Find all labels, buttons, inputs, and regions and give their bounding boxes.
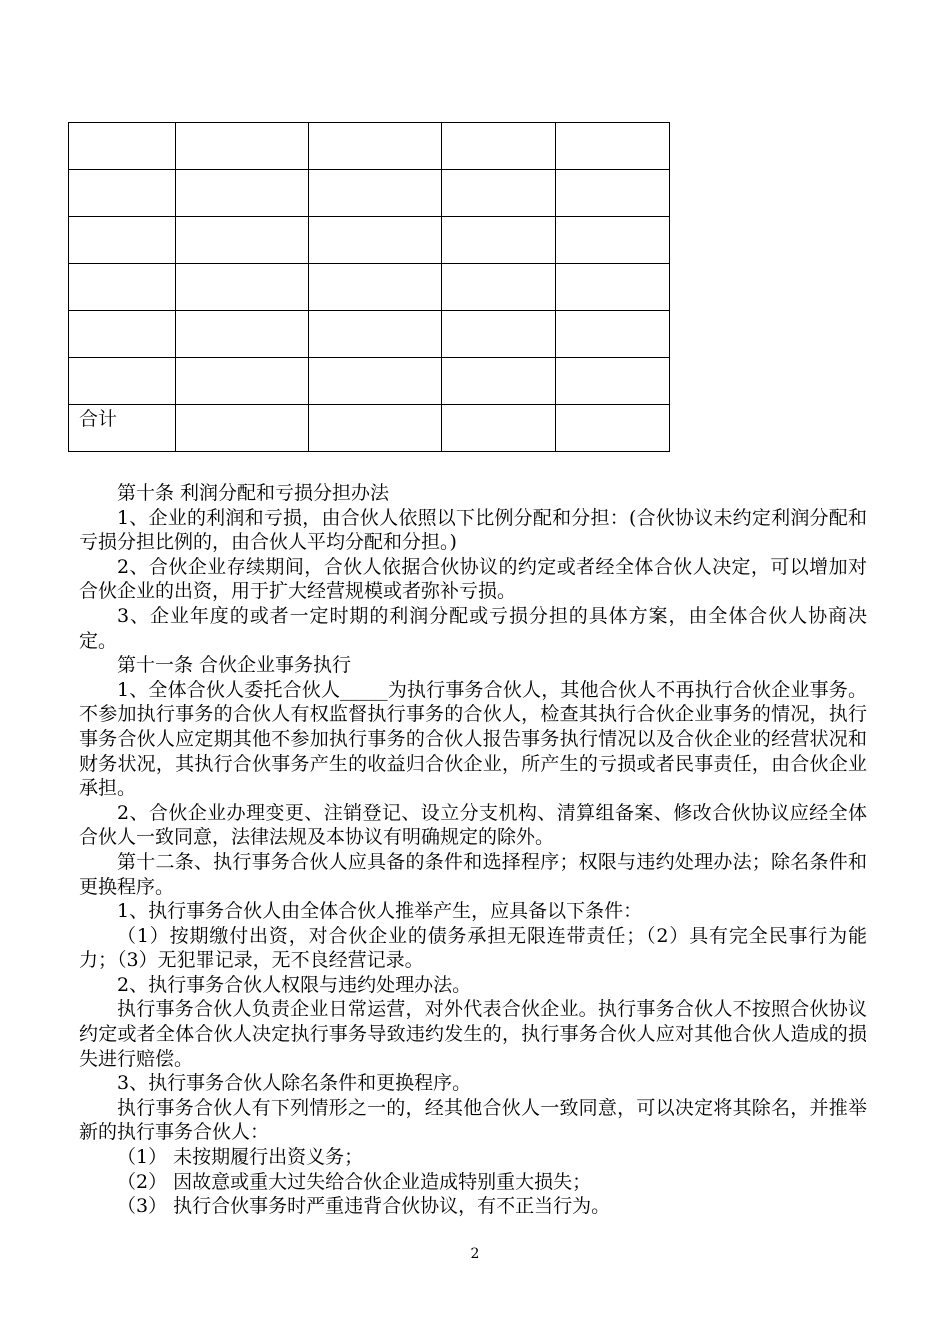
table-cell xyxy=(176,264,309,311)
table-cell xyxy=(309,170,442,217)
table-cell xyxy=(176,170,309,217)
table-cell-text xyxy=(176,217,308,220)
table-cell-text xyxy=(176,311,308,314)
table-cell xyxy=(309,264,442,311)
page-number: 2 xyxy=(470,1246,480,1262)
paragraph: 2、合伙企业办理变更、注销登记、设立分支机构、清算组备案、修改合伙协议应经全体合伙人一致同意，法律法规及本协议有明确规定的除外。 xyxy=(79,801,867,849)
table-cell xyxy=(309,123,442,170)
table-cell-text xyxy=(69,358,175,361)
table-cell-text xyxy=(442,358,555,361)
table-cell-text xyxy=(176,170,308,173)
paragraph: （1）按期缴付出资，对合伙企业的债务承担无限连带责任；（2）具有完全民事行为能力；（3）无犯罪记录，无不良经营记录。 xyxy=(79,924,867,972)
paragraph: 1、企业的利润和亏损，由合伙人依照以下比例分配和分担：(合伙协议未约定利润分配和亏损分担比例的，由合伙人平均分配和分担。) xyxy=(79,506,867,554)
table-cell-text xyxy=(69,217,175,220)
table-cell-text xyxy=(556,264,669,267)
table-cell xyxy=(176,311,309,358)
paragraph: （3） 执行合伙事务时严重违背合伙协议，有不正当行为。 xyxy=(117,1195,611,1218)
paragraph: 1、执行事务合伙人由全体合伙人推举产生，应具备以下条件： xyxy=(117,900,643,923)
table-row xyxy=(69,217,670,264)
table-cell-text: 合计 xyxy=(79,408,118,430)
table-cell-text xyxy=(69,311,175,314)
table-cell-text xyxy=(556,358,669,361)
paragraph: （1） 未按期履行出资义务； xyxy=(117,1146,364,1169)
table-cell xyxy=(69,264,176,311)
table-cell-text xyxy=(176,358,308,361)
table-cell-text xyxy=(556,405,669,408)
table-cell-text xyxy=(69,170,175,173)
table-row xyxy=(69,358,670,405)
table-cell xyxy=(69,217,176,264)
table-cell-text xyxy=(442,123,555,126)
table-cell xyxy=(442,217,556,264)
paragraph: 执行事务合伙人负责企业日常运营，对外代表合伙企业。执行事务合伙人不按照合伙协议约定或者全体合伙人决定执行事务导致违约发生的，执行事务合伙人应对其他合伙人造成的损失进行赔偿。 xyxy=(79,998,867,1070)
table-cell xyxy=(442,264,556,311)
paragraph: 3、企业年度的或者一定时期的利润分配或亏损分担的具体方案，由全体合伙人协商决定。 xyxy=(79,604,867,652)
table-cell-text xyxy=(69,123,175,126)
table-cell-text xyxy=(309,217,441,220)
table-cell-text xyxy=(309,311,441,314)
table-cell xyxy=(556,123,670,170)
paragraph: 第十条 利润分配和亏损分担办法 xyxy=(117,482,390,504)
partner-table xyxy=(68,122,670,452)
table-cell-text xyxy=(176,123,308,126)
table-cell-text xyxy=(309,358,441,361)
paragraph: 2、合伙企业存续期间，合伙人依据合伙协议的约定或者经全体合伙人决定，可以增加对合伙企业的出资，用于扩大经营规模或者弥补亏损。 xyxy=(79,555,867,603)
table-cell xyxy=(69,358,176,405)
table-cell-text xyxy=(176,405,308,408)
paragraph: 3、执行事务合伙人除名条件和更换程序。 xyxy=(117,1072,472,1095)
paragraph: 第十二条、执行事务合伙人应具备的条件和选择程序；权限与违约处理办法；除名条件和更换程序。 xyxy=(79,850,867,898)
table-cell xyxy=(176,217,309,264)
partner-table-body xyxy=(69,123,670,452)
table-cell-text xyxy=(309,123,441,126)
table-cell-text xyxy=(442,264,555,267)
table-cell xyxy=(309,311,442,358)
table-cell xyxy=(309,217,442,264)
table-cell xyxy=(556,264,670,311)
table-row xyxy=(69,264,670,311)
table-cell xyxy=(442,123,556,170)
table-cell xyxy=(176,405,309,452)
paragraph: 第十一条 合伙企业事务执行 xyxy=(117,654,352,677)
table-row xyxy=(69,170,670,217)
table-cell-text xyxy=(556,311,669,314)
table-row xyxy=(69,123,670,170)
table-cell xyxy=(556,170,670,217)
table-cell xyxy=(69,311,176,358)
table-cell xyxy=(176,123,309,170)
table-cell xyxy=(556,405,670,452)
table-cell-text xyxy=(176,264,308,267)
agreement-text xyxy=(79,481,867,1219)
table-cell xyxy=(442,358,556,405)
table-cell-text xyxy=(442,311,555,314)
table-cell xyxy=(556,311,670,358)
table-cell-text xyxy=(309,405,441,408)
table-cell xyxy=(69,123,176,170)
table-cell xyxy=(442,311,556,358)
table-cell xyxy=(69,170,176,217)
table-cell xyxy=(442,170,556,217)
table-cell xyxy=(442,405,556,452)
paragraph: （2） 因故意或重大过失给合伙企业造成特别重大损失； xyxy=(117,1170,592,1193)
table-row xyxy=(69,405,670,452)
table-cell-text xyxy=(442,405,555,408)
table-cell-text xyxy=(69,264,175,267)
table-cell-text xyxy=(556,217,669,220)
table-cell-text xyxy=(442,170,555,173)
paragraph: 执行事务合伙人有下列情形之一的，经其他合伙人一致同意，可以决定将其除名，并推举新的执行事务合伙人： xyxy=(79,1096,867,1144)
table-cell xyxy=(556,358,670,405)
table-cell xyxy=(556,217,670,264)
table-row xyxy=(69,311,670,358)
table-cell-text xyxy=(309,170,441,173)
table-cell xyxy=(176,358,309,405)
table-cell-text xyxy=(556,170,669,173)
table-cell xyxy=(309,405,442,452)
table-cell xyxy=(69,405,176,452)
table-cell-text xyxy=(556,123,669,126)
table-cell-text xyxy=(309,264,441,267)
paragraph: 2、执行事务合伙人权限与违约处理办法。 xyxy=(117,973,472,996)
paragraph: 1、全体合伙人委托合伙人_____为执行事务合伙人，其他合伙人不再执行合伙企业事务。不参加执行事务的合伙人有权监督执行事务的合伙人，检查其执行合伙企业事务的情况，执行事务合伙人应定期其他不参加执行事务的合伙人报告事务执行情况以及合伙企业的经营状况和财务状况，其执行合伙事务产生的收益归合伙企业，所产生的亏损或者民事责任，由合伙企业承担。 xyxy=(79,678,867,800)
table-cell xyxy=(309,358,442,405)
table-cell-text xyxy=(442,217,555,220)
